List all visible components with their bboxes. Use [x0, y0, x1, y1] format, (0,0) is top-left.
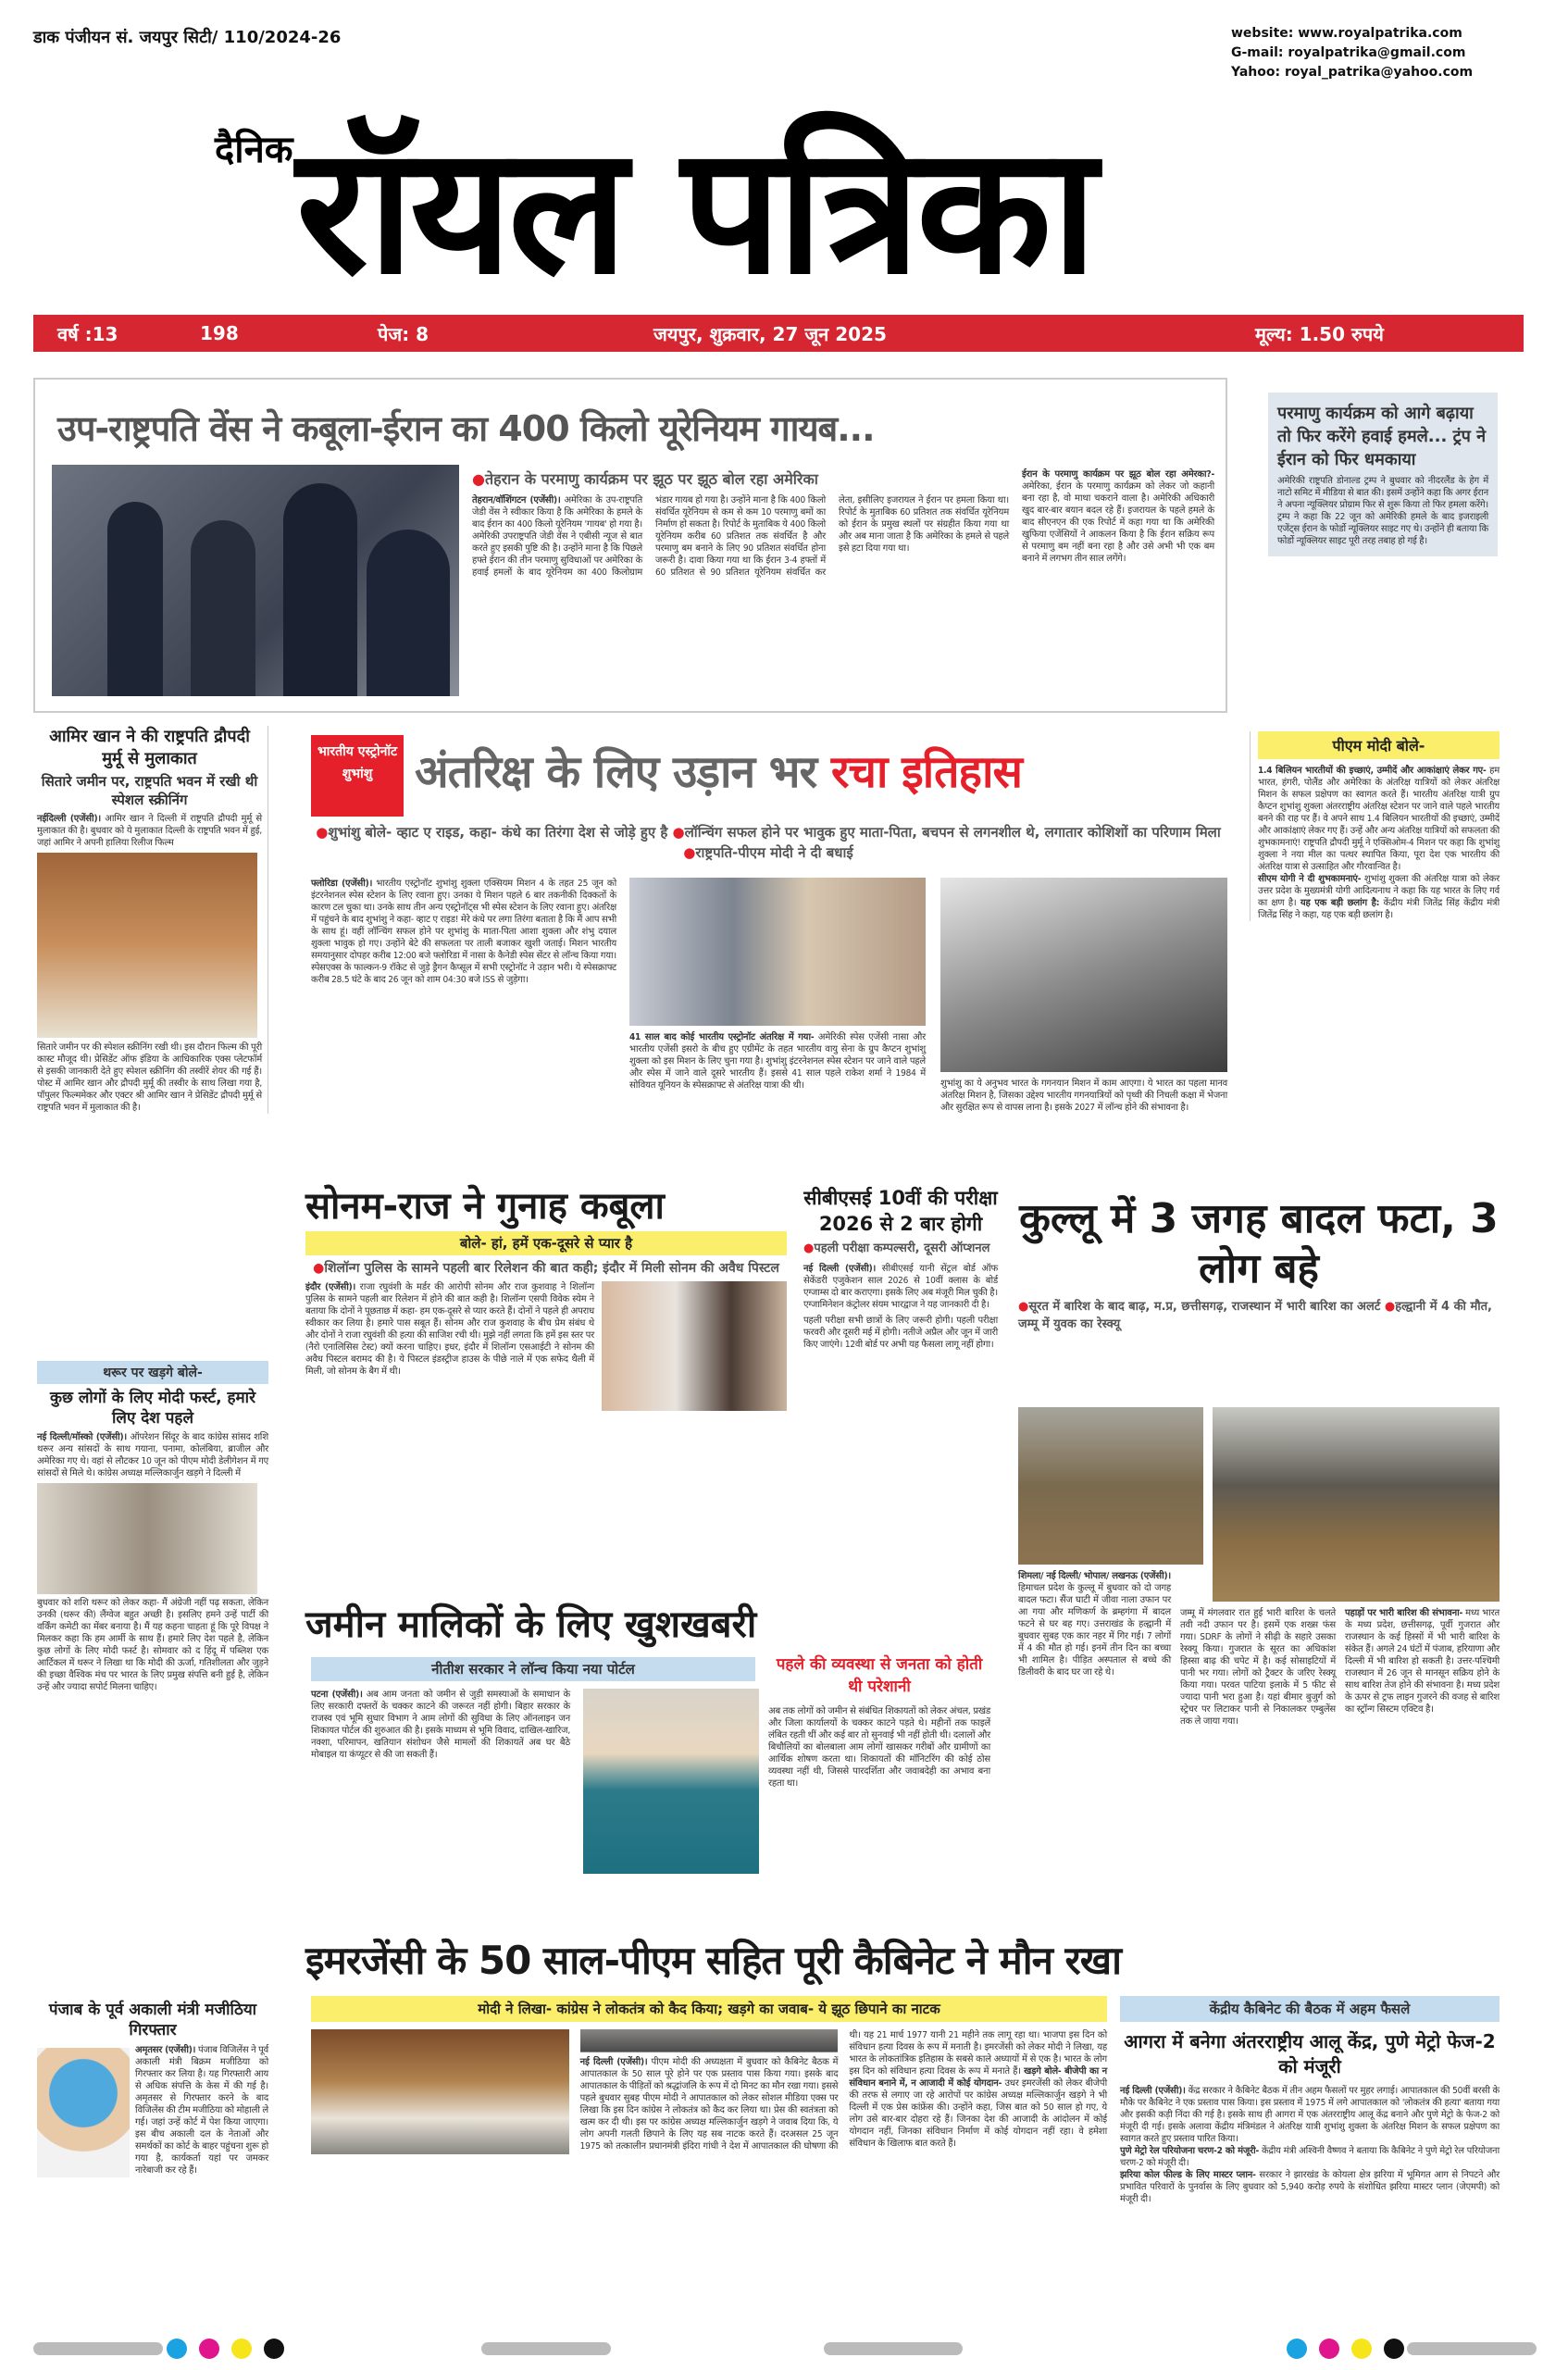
trump-box: [1268, 393, 1498, 556]
sonam-dateline: इंदौर (एजेंसी)।: [305, 1282, 356, 1292]
black-dot: [264, 2339, 284, 2359]
emergency-strap: मोदी ने लिखा- कांग्रेस ने लोकतंत्र को कैद किया; खड़गे का जवाब- ये झूठ छिपाने का नाटक: [311, 1996, 1107, 2022]
modi-body3: केंद्रीय मंत्री जितेंद्र सिंह केंद्रीय मंत्री जितेंद्र सिंह ने कहा, यह एक बड़ी छलांग है।: [1258, 898, 1500, 920]
masthead-title: रॉयल पत्रिका: [296, 108, 1094, 313]
land-headline[interactable]: जमीन मालिकों के लिए खुशखबरी: [305, 1603, 757, 1646]
cyan-dot: [167, 2339, 187, 2359]
footer-strip: [33, 2342, 163, 2355]
footer-strip: [824, 2342, 963, 2355]
space-bullet: ● लॉन्चिंग सफल होने पर भावुक हुए माता-पिता, बचपन से लगनशील थे, लगातार कोशिशों का परिणाम मिला: [673, 824, 1221, 841]
cabinet-body-text: केंद्र सरकार ने कैबिनेट बैठक में तीन अहम फैसलों पर मुहर लगाई। आपातकाल की 50वीं बरसी के मौके पर कैबिनेट ने एक प्रस्ताव पास किया। इस प्रस्ताव में 1975 में लगे आपातकाल को 'लोकतंत्र की हत्या' बताया गया और इसकी कड़ी निंदा की गई है। इसके साथ ही आगरा में एक अंतरराष्ट्रीय आलू केंद्र बनाने और पुणे मेट्रो के फेज-2 को मंजूरी दी गई। इसके अलावा केंद्रीय मंत्रिमंडल ने अंतरिक्ष यात्री शुभांशु शुक्ला के अंतरिक्ष मिशन के सफल प्रक्षेपण का स्वागत करते हुए प्रस्ताव पारित किया।: [1120, 2086, 1500, 2144]
cbse-body: [803, 1263, 998, 1311]
modi-body1: हम भारत, हंगरी, पोलैंड और अमेरिका के अंतरिक्ष यात्रियों को लेकर अंतरिक्ष मिशन के सफल प्रक्षेपण का स्वागत करते हैं। भारतीय अंतरिक्ष यात्री ग्रुप कैप्टन शुभांशु शुक्ला अंतरराष्ट्रीय अंतरिक्ष स्टेशन पर जाने वाले पहले भारतीय बनने की राह पर हैं। वे अपने साथ 1.4 बिलियन भारतीयों की इच्छाएं, उम्मीदें और आकांक्षाएं लेकर गए हैं। उन्हें और अन्य अंतरिक्ष यात्रियों को सफलता की शुभकामनाएं! राष्ट्रपति द्रौपदी मुर्मू ने एक्सिओम-4 मिशन पर कहा कि शुभांशु शुक्ला ने नया मील का पत्थर स्थापित किया, पूरा देश एक भारतीय की अंतरिक्ष यात्रा से उत्साहित और गौरवान्वित है।: [1258, 766, 1500, 872]
kullu-bullet: ● सूरत में बारिश के बाद बाढ़, म.प्र, छत्तीसगढ़, राजस्थान में भारी बारिश का अलर्ट: [1018, 1300, 1380, 1314]
land-body-text: अब आम जनता को जमीन से जुड़ी समस्याओं के समाधान के लिए सरकारी दफ्तरों के चक्कर काटने की जरूरत नहीं होगी। बिहार सरकार के राजस्व एवं भूमि सुधार विभाग ने आम लोगों की सुविधा के लिए ऑनलाइन जन शिकायत पोर्टल की शुरुआत की है। इसके माध्यम से भूमि विवाद, दाखिल-खारिज, नक्शा, परिमापन, खतियान संशोधन जैसे मामलों की शिकायतें अब घर बैठे मोबाइल या कंप्यूटर से की जा सकती हैं।: [311, 1690, 570, 1760]
cabinet-body3: सरकार ने झारखंड के कोयला क्षेत्र झरिया में भूमिगत आग से निपटने और प्रभावित परिवारों के पुनर्वास के लिए बुधवार को 5,940 करोड़ रुपये के संशोधित झरिया मास्टर प्लान (जेएमपी) को मंजूरी दी।: [1120, 2170, 1500, 2204]
lead-body: [472, 494, 1009, 698]
sonam-photo: [602, 1281, 787, 1411]
aamir-subhead: सितारे जमीन पर, राष्ट्रपति भवन में रखी थी स्पेशल स्क्रीनिंग: [41, 773, 258, 808]
dateline-bar: [33, 315, 1524, 352]
aamir-photo: [37, 853, 257, 1038]
footer-strip: [1407, 2342, 1537, 2355]
website-link[interactable]: website: www.royalpatrika.com: [1231, 26, 1462, 41]
cabinet-body: [1120, 2085, 1500, 2205]
kullu-body3-text: मध्य भारत के मध्य प्रदेश, छत्तीसगढ़, पूर्वी गुजरात और राजस्थान के कई हिस्सों में भी भारी बारिश के संकेत हैं। अगले 24 घंटों में पंजाब, हरियाणा और दिल्ली में भी बारिश हो सकती है। उत्तर-पश्चिमी राजस्थान में 26 जून से मानसून सक्रिय होने के साथ बारिश तेज होने की संभावना है। मध्य प्रदेश के ऊपर से ट्रफ लाइन गुजरने की वजह से बारिश का स्ट्रॉन्ग सिस्टम एक्टिव है।: [1345, 1608, 1500, 1715]
sonam-bullet: ● शिलॉन्ग पुलिस के सामने पहली बार रिलेशन की बात कही; इंदौर में मिली सोनम की अवैध पिस्टल: [305, 1259, 787, 1278]
cabinet-lead3: झरिया कोल फील्ड के लिए मास्टर प्लान-: [1120, 2170, 1256, 2180]
space-story: [305, 726, 1231, 1161]
modi-lead3: यह एक बड़ी छलांग है:: [1300, 898, 1380, 908]
tharoor-body-text: ऑपरेशन सिंदूर के बाद कांग्रेस सांसद शशि थरूर अन्य सांसदों के साथ गयाना, पनामा, कोलंबिया, ब्राजील और अमेरिका गए थे। वहां से लौटकर 10 जून को पीएम मोदी डेलीगेशन में गए सांसदों से मिले थे। कांग्रेस अध्यक्ष मल्लिकार्जुन खड़गे ने दिल्ली में: [37, 1432, 268, 1478]
modi-lead2: सीएम योगी ने दी शुभकामनाएं-: [1258, 874, 1362, 884]
space-body: [311, 878, 616, 986]
modi-body: [1258, 765, 1500, 921]
modi-lead1: 1.4 बिलियन भारतीयों की इच्छाएं, उम्मीदें और आकांक्षाएं लेकर गए-: [1258, 766, 1487, 776]
lead-photo: [52, 465, 459, 696]
lead-body-text: अमेरिका के उप-राष्ट्रपति जेडी वेंस ने स्वीकार किया है कि अमेरिका के हमले के बाद ईरान का 400 किलो यूरेनियम 'गायब' हो गया है। अमेरिकी उपराष्ट्रपति जेडी वेंस ने एबीसी न्यूज से बात करते हुए इसकी पुष्टि की है। उन्होंने माना है कि पिछले हफ्ते ईरान की तीन परमाणु सुविधाओं पर अमेरिका के हवाई हमलों के बाद यूरेनियम का 400 किलोग्राम भंडार गायब हो गया है। उन्होंने माना है कि 400 किलो संवर्धित यूरेनियम से कम से कम 10 परमाणु बमों का निर्माण हो सकता है। रिपोर्ट के मुताबिक ये 400 किलो यूरेनियम करीब 60 प्रतिशत तक संवर्धित है और परमाणु बम बनाने के लिए 90 प्रतिशत संवर्धित होना जरूरी है। दावा किया गया था कि ईरान 3-4 हफ्तों में 60 प्रतिशत से 90 प्रतिशत यूरेनियम संवर्धित कर लेता, इसीलिए इजरायल ने ईरान पर हमला किया था। रिपोर्ट के मुताबिक 60 प्रतिशत तक संवर्धित यूरेनियम को ईरान के प्रमुख स्थलों पर संग्रहीत किया गया था और अब माना जाता है कि अमेरिका के हमले से पहले इसे हटा दिया गया था।: [472, 495, 1009, 578]
kullu-bullets: [1018, 1298, 1500, 1333]
lead-body-dateline: तेहरान/वॉशिंगटन (एजेंसी)।: [472, 495, 561, 505]
land-red-sub: पहले की व्यवस्था से जनता को होती थी परेशानी: [776, 1655, 983, 1696]
tharoor-body: [37, 1431, 268, 1479]
space-photo-capsule: [940, 878, 1227, 1072]
space-headline-red: रचा इतिहास: [830, 746, 1022, 798]
space-caption: शुभांशु का ये अनुभव भारत के गगनयान मिशन में काम आएगा। ये भारत का पहला मानव अंतरिक्ष मिशन है, जिसका उद्देश्य भारतीय गगनयात्रियों को पृथ्वी की निचली कक्षा में भेजना और सुरक्षित रूप से वापस लाना है। इसके 2027 में लॉन्च होने की संभावना है।: [940, 1079, 1227, 1113]
cbse-headline[interactable]: सीबीएसई 10वीं की परीक्षा 2026 से 2 बार होगी: [803, 1187, 998, 1235]
page-count: पेज: 8: [378, 322, 429, 345]
modi-box: [1250, 731, 1500, 921]
emergency-body-text: पीएम मोदी की अध्यक्षता में बुधवार को कैबिनेट बैठक में आपातकाल के 50 साल पूरे होने पर एक प्रस्ताव पास किया गया। इसके बाद आपातकाल के पीड़ितों को श्रद्धांजलि के रूप में दो मिनट का मौन रखा गया। इससे पहले बुधवार सुबह पीएम मोदी ने आपातकाल को लेकर सोशल मीडिया एक्स पर लिखा कि इस दिन कांग्रेस ने लोकतंत्र को कैद कर लिया था। प्रेस की स्वतंत्रता को खत्म कर दी थी। इस पर कांग्रेस अध्यक्ष मल्लिकार्जुन खड़गे ने जवाब दिया कि, ये लोग अपनी गलती छिपाने के लिए यह सब नाटक करते हैं। दरअसल 25 जून 1975 को तत्कालीन प्रधानमंत्री इंदिरा गांधी ने देश में आपातकाल की घोषणा की थी। यह 21 मार्च 1977 यानी 21 महीने तक लागू रहा था। भाजपा इस दिन को संविधान हत्या दिवस के रूप में मनाती है। इमरजेंसी को लेकर मोदी ने लिखा, यह भारत के लोकतांत्रिक इतिहास के सबसे काले अध्यायों में से एक है। भारत के लोग इस दिन को संविधान हत्या दिवस के रूप में मनाते हैं।: [579, 2030, 1107, 2152]
kullu-bullet: ● हल्द्वानी में 4 की मौत, जम्मू में युवक का रेस्क्यू: [1018, 1300, 1492, 1331]
black-dot: [1384, 2339, 1404, 2359]
kullu-photo-landslide: [1018, 1407, 1203, 1565]
registration-dots: [1287, 2339, 1412, 2363]
cbse-bullet: ● पहली परीक्षा कम्पल्सरी, दूसरी ऑप्शनल: [803, 1241, 998, 1257]
sonam-headline[interactable]: सोनम-राज ने गुनाह कबूला: [305, 1185, 665, 1228]
tharoor-headline[interactable]: कुछ लोगों के लिए मोदी फर्स्ट, हमारे लिए देश पहले: [49, 1389, 256, 1428]
sonam-body-text: राजा रघुवंशी के मर्डर की आरोपी सोनम और राज कुशवाह ने शिलॉन्ग पुलिस के सामने पहली बार रिलेशन में होने की बात कही है। शिलॉन्ग एसपी विवेक स्येम ने बताया कि दोनों ने पूछताछ में कहा- हम एक-दूसरे से प्यार करते हैं। दोनों ने पहले ही अपराध स्वीकार कर लिया है। हमारे पास सबूत हैं। सोनम और राज कुशवाह के बीच प्रेम संबंध थे और दोनों ने राजा रघुवंशी की हत्या की साजिश रची थी। मुझे नहीं लगता कि हमें इस स्तर पर (नैरो एनालिसिस टेस्ट) क्यों करना चाहिए। इधर, इंदौर में शिलॉन्ग एसआईटी ने सोनम की अवैध पिस्टल बरामद की है। ये पिस्टल इंडस्ट्रीज हाउस के पीछे नाले में एक सफेद थैली में मिली, जो सोनम के बैग में थी।: [305, 1282, 594, 1377]
aamir-body-text: आमिर खान ने दिल्ली में राष्ट्रपति द्रौपदी मुर्मू से मुलाकात की है। बुधवार को ये मुलाकात दिल्ली के राष्ट्रपति भवन में हुई, जहां आमिर ने अपनी हालिया रिलीज फिल्म: [37, 814, 262, 848]
yellow-dot: [1351, 2339, 1372, 2359]
cabinet-strap: केंद्रीय कैबिनेट की बैठक में अहम फैसले: [1120, 1996, 1500, 2022]
kullu-headline[interactable]: कुल्लू में 3 जगह बादल फटा, 3 लोग बहे: [1019, 1195, 1499, 1292]
cbse-story: [803, 1185, 998, 1351]
space-tag: भारतीय एस्ट्रोनॉट शुभांशु: [311, 735, 404, 817]
lead-sidebar: [1022, 468, 1214, 565]
emergency-headline[interactable]: इमरजेंसी के 50 साल-पीएम सहित पूरी कैबिनेट ने मौन रखा: [305, 1938, 1121, 1983]
lead-sidebar-lead: ईरान के परमाणु कार्यक्रम पर झूठ बोल रहा अमेरका?-: [1022, 469, 1214, 480]
space-mid: [629, 1031, 926, 1091]
majithia-photo: [37, 2048, 130, 2177]
lead-subhead: ● तेहरान के परमाणु कार्यक्रम पर झूठ पर झूठ बोल रहा अमेरिका: [472, 468, 818, 489]
cabinet-lead2: पुणे मेट्रो रेल परियोजना चरण-2 को मंजूरी-: [1120, 2146, 1260, 2156]
sonam-story: [305, 1183, 787, 1415]
majithia-dateline: अमृतसर (एजेंसी)।: [135, 2045, 196, 2055]
tharoor-label: थरूर पर खड़गे बोले-: [37, 1361, 268, 1384]
modi-body2: शुभांशु शुक्ला की अंतरिक्ष यात्रा को लेकर उत्तर प्रदेश के मुख्यमंत्री योगी आदित्यनाथ ने कहा कि यह भारत के लिए गर्व का क्षण है।: [1258, 874, 1500, 908]
space-mid-lead: 41 साल बाद कोई भारतीय एस्ट्रोनॉट अंतरिक्ष में गया-: [629, 1032, 815, 1042]
issue-number: 198: [200, 322, 239, 344]
land-dateline: पटना (एजेंसी)।: [311, 1690, 363, 1700]
cbse-dateline: नई दिल्ली (एजेंसी)।: [803, 1264, 877, 1274]
year-label: वर्ष :13: [57, 322, 118, 345]
lead-headline[interactable]: उप-राष्ट्रपति वेंस ने कबूला-ईरान का 400 किलो यूरेनियम गायब...: [57, 408, 875, 449]
lead-story: [33, 378, 1227, 713]
lead-sidebar-text: अमेरिका, ईरान के परमाणु कार्यक्रम को लेकर जो कहानी बना रहा है, वो माथा चकराने वाला है। अमेरिकी अधिकारी खुद बार-बार बयान बदल रहे हैं। इजरायल के पहले हमले के बाद सीएनएन की एक रिपोर्ट में कहा गया था कि अमेरिकी खुफिया एजेंसियों ने आकलन किया है कि ईरान सक्रिय रूप से परमाणु बम नहीं बना रहा है और उसे अभी भी एक बम बनाने में लगभग तीन साल लगेंगे।: [1022, 481, 1214, 564]
modi-label: पीएम मोदी बोले-: [1258, 731, 1500, 759]
space-body-text: भारतीय एस्ट्रोनॉट शुभांशु शुक्ला एक्सियम मिशन 4 के तहत 25 जून को इंटरनेशनल स्पेस स्टेशन के लिए रवाना हुए। उनका ये मिशन पहले 6 बार तकनीकी दिक्कतों के कारण टल चुका था। उनके साथ तीन अन्य एस्ट्रोनॉट्स भी स्पेस स्टेशन के लिए रवाना हुए। अंतरिक्ष में पहुंचने के बाद शुभांशु ने कहा- व्हाट ए राइड! मेरे कंधे पर लगा तिरंगा बताता है कि मैं आप सभी के साथ हूं। वहीं लॉन्चिंग सफल होने पर शुभांशु के माता-पिता आशा शुक्ला और शंभु दयाल शुक्ला भावुक हो गए। उन्होंने बेटे की सफलता पर ताली बजाकर खुशी जताई। मिशन भारतीय समयानुसार दोपहर करीब 12:00 बजे फ्लोरिडा में नासा के कैनेडी स्पेस सेंटर से लॉन्च किया गया। स्पेसएक्स के फाल्कन-9 रॉकेट से जुड़े ड्रैगन कैप्सूल में सभी एस्ट्रोनॉट ने उड़ान भरी। ये स्पेसक्राफ्ट करीब 28.5 घंटे के बाद 26 जून को शाम 04:30 बजे ISS से जुड़ेगा।: [311, 879, 616, 985]
cabinet-body2: केंद्रीय मंत्री अश्विनी वैष्णव ने बताया कि कैबिनेट ने पुणे मेट्रो रेल परियोजना चरण-2 को मंजूरी दी।: [1120, 2146, 1500, 2168]
kullu-body: [1018, 1570, 1171, 1678]
land-photo: [583, 1689, 759, 1874]
price: मूल्य: 1.50 रुपये: [1255, 322, 1384, 345]
kullu-photo-flood: [1213, 1407, 1500, 1602]
cabinet-headline[interactable]: आगरा में बनेगा अंतरराष्ट्रीय आलू केंद्र, पुणे मेट्रो फेज-2 को मंजूरी: [1124, 2030, 1496, 2077]
registration-dots: [167, 2339, 292, 2363]
cabinet-dateline: नई दिल्ली (एजेंसी)।: [1120, 2086, 1186, 2096]
footer-strip: [481, 2342, 611, 2355]
magenta-dot: [1319, 2339, 1339, 2359]
emergency-dateline: नई दिल्ली (एजेंसी)।: [579, 2056, 648, 2067]
land-strap: नीतीश सरकार ने लॉन्च किया नया पोर्टल: [311, 1657, 755, 1681]
emergency-body2: उधर इमरजेंसी को लेकर बीजेपी की तरफ से लगाए जा रहे आरोपों पर कांग्रेस अध्यक्ष मल्लिकार्जुन खड़गे ने भी दिल्ली में एक प्रेस कांफ्रेंस की। उन्होंने कहा, जिस बात को 50 साल हो गए, ये लोग उसे बार-बार दोहरा रहे हैं। जिनका देश की आजादी के आंदोलन में कोई योगदान नहीं, जिनका संविधान निर्माण में कोई योगदान नहीं रहा। वे हमेशा संविधान के खिलाफ बात करते हैं।: [849, 2078, 1107, 2149]
space-mid-text: अमेरिकी स्पेस एजेंसी नासा और भारतीय एजेंसी इसरो के बीच हुए एग्रीमेंट के तहत भारतीय वायु सेना के ग्रुप कैप्टन शुभांशु शुक्ला को इस मिशन के लिए चुना गया है। शुभांशु इंटरनेशनल स्पेस स्टेशन पर जाने वाले पहले और स्पेस में जाने वाले दूसरे भारतीय हैं। इससे 41 साल पहले राकेश शर्मा ने 1984 में सोवियत यूनियन के स्पेसक्राफ्ट से अंतरिक्ष यात्रा की थी।: [629, 1032, 926, 1091]
land-body: [311, 1689, 570, 1761]
land-body2: अब तक लोगों को जमीन से संबंधित शिकायतों को लेकर अंचल, प्रखंड और जिला कार्यालयों के चक्कर काटने पड़ते थे। महीनों तक फाइलें लंबित रहती थीं और कई बार तो सुनवाई भी नहीं होती थी। दलालों और बिचौलियों का बोलबाला आम लोगों खासकर गरीबों और ग्रामीणों का आर्थिक शोषण करता था। शिकायतों की मॉनिटरिंग की कोई ठोस व्यवस्था नहीं थी, जिससे पारदर्शिता और जवाबदेही का अभाव बना रहता था।: [768, 1706, 990, 1789]
masthead-dainik: दैनिक: [215, 129, 293, 171]
majithia-body: [37, 2044, 268, 2177]
kullu-body-text: हिमाचल प्रदेश के कुल्लू में बुधवार को दो जगह बादल फटा। सैंज घाटी में जीवा नाला उफान पर आ गया और मणिकर्ण के ब्रम्हगंगा में बादल फटने से घर बह गए। उत्तराखंड के हल्द्वानी में बुधवार सुबह एक कार नहर में गिर गई। 7 लोगों में 4 की मौत हो गई। इनमें तीन दिन का बच्चा भी शामिल है। पीड़ित अस्पताल से बच्चे की डिलीवरी के बाद घर जा रहे थे।: [1018, 1583, 1171, 1678]
emergency-lead2: खड़गे बोले- बीजेपी का न संविधान बनाने में, न आजादी में कोई योगदान-: [849, 2066, 1107, 2089]
aamir-dateline: नईदिल्ली (एजेंसी)।: [37, 814, 101, 824]
trump-body: अमेरिकी राष्ट्रपति डोनाल्ड ट्रम्प ने बुधवार को नीदरलैंड के हेग में नाटो समिट में मीडिया से बात की। इसमें उन्होंने कहा कि अगर ईरान ने अपना न्यूक्लियर प्रोग्राम फिर से शुरू किया तो फिर हमला करेंगे। ट्रम्प ने कहा कि 22 जून को अमेरिकी हमले के बाद इजराइली एजेंट्स ईरान के फोर्डो न्यूक्लियर साइट गए थे। उन्होंने ही बताया कि फोर्डो न्यूक्लियर साइट पूरी तरह तबाह हो गई है।: [1277, 476, 1488, 546]
magenta-dot: [199, 2339, 219, 2359]
kullu-story: [1018, 1194, 1500, 1333]
space-headline[interactable]: [415, 741, 1022, 801]
yahoo-link[interactable]: Yahoo: royal_patrika@yahoo.com: [1231, 65, 1474, 80]
space-dateline: फ्लोरिडा (एजेंसी)।: [311, 879, 373, 889]
sonam-strap: बोले- हां, हमें एक-दूसरे से प्यार है: [305, 1231, 787, 1255]
majithia-story: [37, 2000, 268, 2179]
aamir-body: [37, 813, 262, 849]
tharoor-photo: [37, 1483, 257, 1594]
space-bullet: ● शुभांशु बोले- व्हाट ए राइड, कहा- कंधे का तिरंगा देश से जोड़े हुए है: [316, 824, 667, 841]
cbse-body2: पहली परीक्षा सभी छात्रों के लिए जरूरी होगी। पहली परीक्षा फरवरी और दूसरी मई में होगी। नतीजे अप्रैल और जून में जारी किए जाएंगे। 12वी बोर्ड पर अभी यह फैसला लागू नहीं होगा।: [803, 1316, 998, 1350]
majithia-headline[interactable]: पंजाब के पूर्व अकाली मंत्री मजीठिया गिरफ्तार: [48, 2001, 257, 2039]
cyan-dot: [1287, 2339, 1307, 2359]
space-headline-grey: अंतरिक्ष के लिए उड़ान भर: [415, 746, 817, 798]
space-bullet: ● राष्ट्रपति-पीएम मोदी ने दी बधाई: [683, 844, 853, 861]
kullu-body2: जम्मू में मंगलवार रात हुई भारी बारिश के चलते तवी नदी उफान पर है। इसमें एक शख्स फंस गया। SDRF के लोगों ने सीढ़ी के सहारे उसका रेस्क्यू किया। गुजरात के सूरत का अधिकांश हिस्सा बाढ़ की चपेट में है। कई सोसाइटियों में पानी भर गया। लोगों को ट्रैक्टर के जरिए रेस्क्यू किया गया। परवत पाटिया इलाके में 5 फीट से ज्यादा पानी भरा हुआ है। यहां बीमार बुजुर्ग को स्ट्रेचर पर लिटाकर पानी से निकालकर एम्बुलेंस तक ले जाया गया।: [1180, 1608, 1336, 1727]
space-photo-astronaut: [629, 878, 926, 1026]
dateline: जयपुर, शुक्रवार, 27 जून 2025: [653, 322, 887, 345]
tharoor-dateline: नई दिल्ली/मॉस्को (एजेंसी)।: [37, 1432, 128, 1442]
postal-registration: डाक पंजीयन सं. जयपुर सिटी/ 110/2024-26: [33, 28, 342, 47]
gmail-link[interactable]: G-mail: royalpatrika@gmail.com: [1231, 45, 1466, 60]
tharoor-body2: बुधवार को शशि थरूर को लेकर कहा- मैं अंग्रेजी नहीं पढ़ सकता, लेकिन उनकी (थरूर की) लैंग्वेज बहुत अच्छी है। इसलिए हमने उन्हें पार्टी की वर्किंग कमेटी का मेंबर बनाया है। मैं यह कहना चाहता हूं कि पूरे विपक्ष ने मिलकर कहा कि हम आर्मी के साथ हैं। हमारे लिए देश पहले है, लेकिन कुछ लोगों के लिए मोदी फर्स्ट है। सोमवार को द हिंदू में पब्लिश एक आर्टिकल में थरूर ने लिखा था कि मोदी की ऊर्जा, गतिशीलता और जुड़ने की इच्छा वैश्विक मंच पर भारत के लिए प्रमुख संपत्ति बनी हुई है, लेकिन उन्हें और ज्यादा सपोर्ट मिलना चाहिए।: [37, 1598, 268, 1692]
cbse-body-text: सीबीएसई यानी सेंट्रल बोर्ड ऑफ सेकेंडरी एजुकेशन साल 2026 से 10वीं क्लास के बोर्ड एग्जाम्स दो बार कराएगा। इसके लिए अब मंजूरी मिल चुकी है। एग्जामिनेशन कंट्रोलर संयम भारद्वाज ने यह जानकारी दी है।: [803, 1264, 998, 1310]
emergency-body: [311, 2029, 1107, 2154]
contact-block: [1231, 24, 1473, 82]
aamir-story: [37, 726, 268, 1114]
sonam-body: [305, 1281, 787, 1378]
trump-headline[interactable]: परमाणु कार्यक्रम को आगे बढ़ाया तो फिर करेंगे हवाई हमले... ट्रंप ने ईरान को फिर धमकाया: [1277, 404, 1487, 469]
kullu-body3: [1345, 1607, 1500, 1715]
aamir-headline[interactable]: आमिर खान ने की राष्ट्रपति द्रौपदी मुर्मू से मुलाकात: [49, 727, 250, 768]
land-story: [305, 1602, 1000, 1789]
space-bullets: [305, 822, 1231, 863]
tharoor-story: [37, 1361, 268, 1693]
majithia-body-text: पंजाब विजिलेंस ने पूर्व अकाली मंत्री बिक्रम मजीठिया को गिरफ्तार कर लिया है। यह गिरफ्तारी आय से अधिक संपत्ति के केस में की गई है। अमृतसर से गिरफ्तार करने के बाद विजिलेंस की टीम मजीठिया को मोहाली ले गई। जहां उन्हें कोर्ट में पेश किया जाएगा। इस बीच अकाली दल के नेताओं और समर्थकों का कोर्ट के बाहर पहुंचना शुरू हो गया है, कार्यकर्ता यहां पर जमकर नारेबाजी कर रहे हैं।: [135, 2045, 268, 2176]
aamir-body2: सितारे जमीन पर की स्पेशल स्क्रीनिंग रखी थी। इस दौरान फिल्म की पूरी कास्ट मौजूद थी। प्रेसिडेंट ऑफ इंडिया के आधिकारिक एक्स प्लेटफॉर्म से इसकी जानकारी देते हुए स्पेशल स्क्रीनिंग की तस्वीरें शेयर की गई हैं। पोस्ट में आमिर खान और द्रौपदी मुर्मू की तस्वीर के साथ लिखा गया है, पॉपुलर फिल्ममेकर और एक्टर श्री आमिर खान ने प्रेसिडेंट द्रौपदी मुर्मू से राष्ट्रपति भवन में मुलाकात की है।: [37, 1042, 262, 1113]
kullu-dateline: शिमला/ नई दिल्ली/ भोपाल/ लखनऊ (एजेंसी)।: [1018, 1571, 1171, 1581]
yellow-dot: [231, 2339, 252, 2359]
kullu-lead3: पहाड़ों पर भारी बारिश की संभावना-: [1345, 1608, 1463, 1618]
